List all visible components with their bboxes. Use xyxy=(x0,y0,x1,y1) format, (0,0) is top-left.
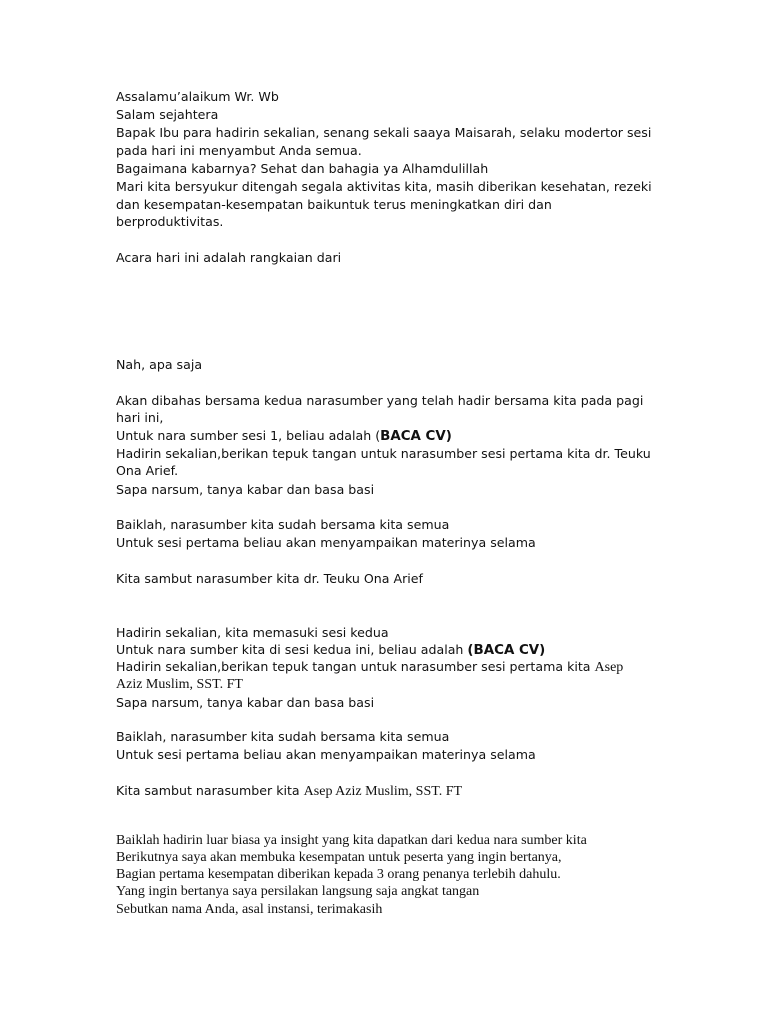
session1-line: Sapa narsum, tanya kabar dan basa basi xyxy=(116,482,375,497)
greeting-line: Bagaimana kabarnya? Sehat dan bahagia ya Alhamdulillah xyxy=(116,161,489,176)
session2-line: Hadirin sekalian, kita memasuki sesi kedua xyxy=(116,625,389,640)
session1-line: Ona Arief. xyxy=(116,463,179,478)
session2-text: Hadirin sekalian,berikan tepuk tangan untuk narasumber sesi pertama kita xyxy=(116,659,595,674)
session2-cv-text: Untuk nara sumber kita di sesi kedua ini, beliau adalah xyxy=(116,642,468,657)
session2-line: Untuk sesi pertama beliau akan menyampaikan materinya selama xyxy=(116,747,536,762)
session1-cv-text: Untuk nara sumber sesi 1, beliau adalah ( xyxy=(116,428,381,443)
session2-text: Kita sambut narasumber kita xyxy=(116,783,304,798)
session1-line: Kita sambut narasumber kita dr. Teuku Ona Arief xyxy=(116,571,423,586)
session2-line xyxy=(116,658,623,677)
session1-line: hari ini, xyxy=(116,410,164,425)
speaker-name: Asep xyxy=(594,660,624,675)
greeting-line: dan kesempatan-kesempatan baikuntuk terus meningkatkan diri dan xyxy=(116,197,552,212)
greeting-line: Salam sejahtera xyxy=(116,107,219,122)
session2-line xyxy=(116,782,462,801)
session1-line: Hadirin sekalian,berikan tepuk tangan untuk narasumber sesi pertama kita dr. Teuku xyxy=(116,446,651,461)
session2-line: Sapa narsum, tanya kabar dan basa basi xyxy=(116,695,375,710)
qa-line: Bagian pertama kesempatan diberikan kepada 3 orang penanya terlebih dahulu. xyxy=(116,867,561,882)
session2-line: Baiklah, narasumber kita sudah bersama kita semua xyxy=(116,729,450,744)
session1-line: Untuk sesi pertama beliau akan menyampaikan materinya selama xyxy=(116,535,536,550)
greeting-line: Mari kita bersyukur ditengah segala aktivitas kita, masih diberikan kesehatan, rezeki xyxy=(116,179,652,194)
speaker-name-line: Aziz Muslim, SST. FT xyxy=(116,677,243,692)
qa-line: Yang ingin bertanya saya persilakan langsung saja angkat tangan xyxy=(116,884,480,899)
greeting-line: Bapak Ibu para hadirin sekalian, senang sekali saaya Maisarah, selaku modertor sesi xyxy=(116,125,652,140)
session1-line: Baiklah, narasumber kita sudah bersama kita semua xyxy=(116,517,450,532)
greeting-line: pada hari ini menyambut Anda semua. xyxy=(116,143,362,158)
speaker-name: Asep Aziz Muslim, SST. FT xyxy=(303,784,463,799)
qa-line: Baiklah hadirin luar biasa ya insight yang kita dapatkan dari kedua nara sumber kita xyxy=(116,833,587,848)
session1-line: Akan dibahas bersama kedua narasumber yang telah hadir bersama kita pada pagi xyxy=(116,393,644,408)
qa-line: Sebutkan nama Anda, asal instansi, terimakasih xyxy=(116,902,383,917)
session1-cv-line xyxy=(116,427,452,446)
intro-line: Nah, apa saja xyxy=(116,357,203,372)
greeting-line: berproduktivitas. xyxy=(116,214,224,229)
baca-cv-label: (BACA CV) xyxy=(467,643,546,658)
baca-cv-label: BACA CV) xyxy=(380,429,452,444)
agenda-line: Acara hari ini adalah rangkaian dari xyxy=(116,250,342,265)
qa-line: Berikutnya saya akan membuka kesempatan untuk peserta yang ingin bertanya, xyxy=(116,850,562,865)
greeting-line: Assalamu’alaikum Wr. Wb xyxy=(116,89,279,104)
